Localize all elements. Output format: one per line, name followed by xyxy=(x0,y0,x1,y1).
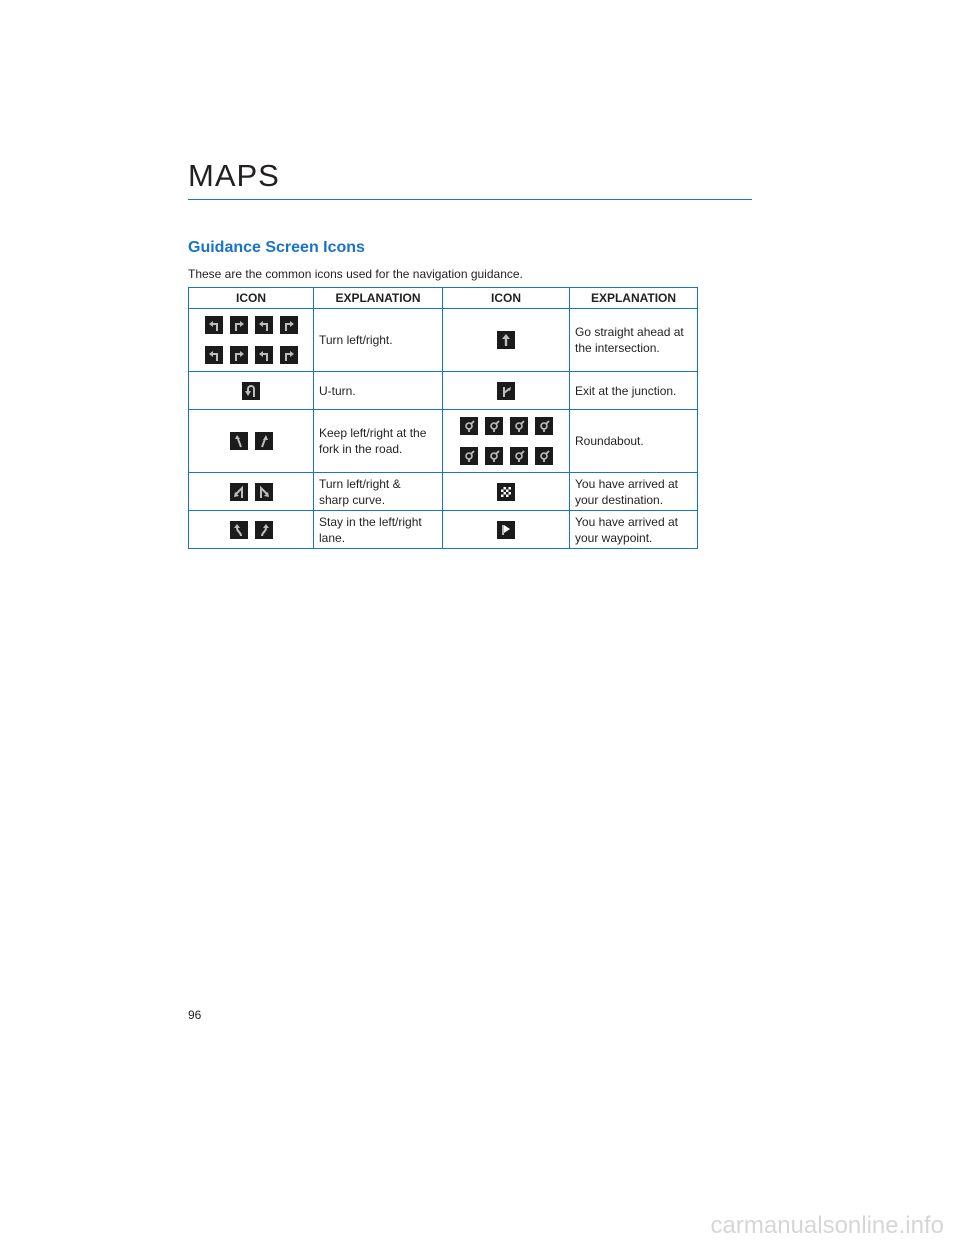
turn-left-icon xyxy=(205,346,223,364)
explanation-text: You have arrived at xyxy=(575,476,678,491)
explanation-text: sharp curve. xyxy=(319,492,386,507)
icon-group xyxy=(189,521,313,539)
turn-right-icon xyxy=(280,346,298,364)
explanation-text: your destination. xyxy=(575,492,664,507)
icon-cell xyxy=(443,473,570,511)
turn-right-icon xyxy=(280,316,298,334)
icon-cell xyxy=(443,372,570,410)
icon-cell xyxy=(189,473,314,511)
table-row xyxy=(189,473,698,511)
turn-left-icon xyxy=(255,316,273,334)
explanation-text: Go straight ahead at xyxy=(575,325,684,339)
roundabout-icon xyxy=(460,447,478,465)
icon-group xyxy=(443,521,569,539)
sharp-right-icon xyxy=(255,483,273,501)
roundabout-icon xyxy=(535,447,553,465)
junction-exit-icon xyxy=(497,382,515,400)
explanation-text: Roundabout. xyxy=(575,434,644,448)
explanation-text: your waypoint. xyxy=(575,530,653,545)
table-row xyxy=(189,410,698,473)
icon-group xyxy=(189,432,313,450)
explanation-text: Stay in the left/right xyxy=(319,514,422,529)
explanation-text: Keep left/right at the xyxy=(319,426,427,440)
destination-flag-icon xyxy=(497,483,515,501)
turn-left-icon xyxy=(255,346,273,364)
stay-left-lane-icon xyxy=(230,521,248,539)
icon-cell xyxy=(189,309,314,372)
icon-cell xyxy=(189,372,314,410)
icon-group xyxy=(443,417,569,435)
table-row xyxy=(189,511,698,549)
turn-right-icon xyxy=(230,316,248,334)
icon-group xyxy=(443,483,569,501)
waypoint-flag-icon xyxy=(497,521,515,539)
explanation-cell xyxy=(570,309,698,372)
roundabout-icon xyxy=(460,417,478,435)
icon-cell xyxy=(443,410,570,473)
explanation-cell xyxy=(314,309,443,372)
explanation-text: fork in the road. xyxy=(319,442,403,456)
keep-left-icon xyxy=(230,432,248,450)
icon-cell xyxy=(189,410,314,473)
page-number: 96 xyxy=(188,1008,202,1022)
section-title: MAPS xyxy=(188,158,280,193)
icon-cell xyxy=(189,511,314,549)
explanation-cell xyxy=(314,473,443,511)
page-heading: Guidance Screen Icons xyxy=(188,239,365,256)
roundabout-icon xyxy=(485,447,503,465)
icon-group xyxy=(189,483,313,501)
column-header-explanation: EXPLANATION xyxy=(314,288,443,309)
intro-text: These are the common icons used for the navigation guidance. xyxy=(188,267,523,281)
icon-group xyxy=(443,382,569,400)
column-header-explanation: EXPLANATION xyxy=(570,288,698,309)
explanation-cell xyxy=(570,473,698,511)
keep-right-icon xyxy=(255,432,273,450)
explanation-text: You have arrived at xyxy=(575,514,678,529)
section-divider xyxy=(188,199,752,200)
explanation-text: Turn left/right & xyxy=(319,476,401,491)
explanation-cell xyxy=(570,511,698,549)
icon-group xyxy=(189,316,313,334)
turn-right-icon xyxy=(230,346,248,364)
turn-left-icon xyxy=(205,316,223,334)
explanation-text: U-turn. xyxy=(319,383,356,398)
column-header-icon: ICON xyxy=(443,288,570,309)
icon-group xyxy=(443,447,569,465)
explanation-text: Turn left/right. xyxy=(319,333,393,347)
icon-group xyxy=(189,382,313,400)
guidance-icons-table xyxy=(188,287,698,549)
roundabout-icon xyxy=(485,417,503,435)
roundabout-icon xyxy=(510,447,528,465)
roundabout-icon xyxy=(535,417,553,435)
table-row xyxy=(189,372,698,410)
explanation-cell xyxy=(314,410,443,473)
stay-right-lane-icon xyxy=(255,521,273,539)
icon-cell xyxy=(443,309,570,372)
explanation-cell xyxy=(314,511,443,549)
sharp-left-icon xyxy=(230,483,248,501)
icon-group xyxy=(443,331,569,349)
icon-group xyxy=(189,346,313,364)
explanation-cell xyxy=(570,410,698,473)
table-header-row xyxy=(189,288,698,309)
table-row xyxy=(189,309,698,372)
icon-cell xyxy=(443,511,570,549)
column-header-icon: ICON xyxy=(189,288,314,309)
explanation-cell xyxy=(314,372,443,410)
straight-ahead-icon xyxy=(497,331,515,349)
explanation-text: Exit at the junction. xyxy=(575,383,677,398)
u-turn-icon xyxy=(242,382,260,400)
explanation-cell xyxy=(570,372,698,410)
explanation-text: lane. xyxy=(319,530,346,545)
explanation-text: the intersection. xyxy=(575,341,660,355)
roundabout-icon xyxy=(510,417,528,435)
watermark: carmanualsonline.info xyxy=(710,1212,944,1239)
